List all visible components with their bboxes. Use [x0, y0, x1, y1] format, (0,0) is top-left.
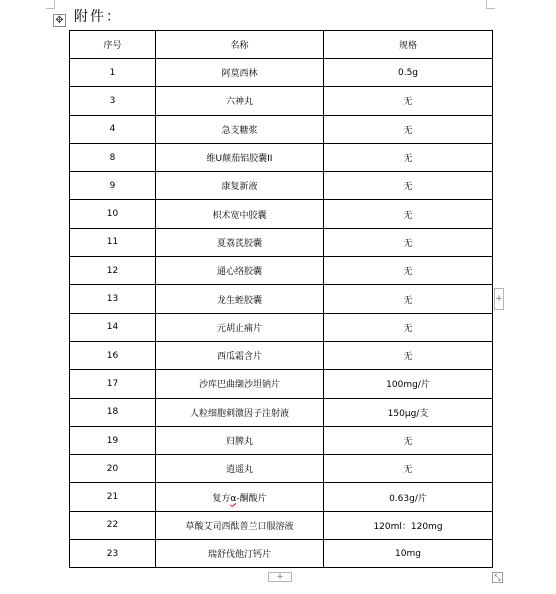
table-row	[70, 313, 493, 341]
header-spec[interactable]: 规格	[324, 31, 493, 59]
cell-number[interactable]: 16	[70, 341, 156, 369]
cell-spec[interactable]: 无	[324, 257, 493, 285]
table-row	[70, 540, 493, 568]
cell-name[interactable]: 急支糖浆	[156, 115, 324, 143]
cell-name[interactable]: 通心络胶囊	[156, 257, 324, 285]
cell-spec[interactable]: 150μg/支	[324, 398, 493, 426]
cell-name[interactable]: 枳术宽中胶囊	[156, 200, 324, 228]
table-row	[70, 59, 493, 87]
cell-spec[interactable]: 无	[324, 200, 493, 228]
crop-mark-top-left	[46, 0, 55, 9]
table-row	[70, 228, 493, 256]
cell-name[interactable]: 六神丸	[156, 87, 324, 115]
cell-number[interactable]: 10	[70, 200, 156, 228]
cell-spec[interactable]: 无	[324, 228, 493, 256]
cell-spec[interactable]: 无	[324, 426, 493, 454]
attachment-heading: 附件：	[74, 9, 122, 25]
cell-number[interactable]: 22	[70, 511, 156, 539]
table-header-row	[70, 31, 493, 59]
cell-spec[interactable]: 10mg	[324, 540, 493, 568]
table-row	[70, 115, 493, 143]
cell-name[interactable]: 瑞舒伐他汀钙片	[156, 540, 324, 568]
table-row	[70, 426, 493, 454]
table-row	[70, 455, 493, 483]
add-column-button[interactable]: +	[494, 288, 504, 310]
cell-number[interactable]: 11	[70, 228, 156, 256]
cell-spec[interactable]: 无	[324, 143, 493, 171]
cell-name[interactable]: 归脾丸	[156, 426, 324, 454]
cell-spec[interactable]: 无	[324, 87, 493, 115]
cell-number[interactable]: 21	[70, 483, 156, 511]
table-move-handle-icon[interactable]: ✥	[53, 14, 66, 27]
table-row	[70, 370, 493, 398]
add-row-button[interactable]: +	[268, 572, 292, 582]
cell-number[interactable]: 18	[70, 398, 156, 426]
cell-number[interactable]: 14	[70, 313, 156, 341]
cell-name[interactable]	[156, 483, 324, 511]
cell-spec[interactable]: 0.63g/片	[324, 483, 493, 511]
table-row	[70, 143, 493, 171]
table-row	[70, 511, 493, 539]
cell-name[interactable]: 夏荔芪胶囊	[156, 228, 324, 256]
cell-spec[interactable]: 100mg/片	[324, 370, 493, 398]
cell-name[interactable]: 康复新液	[156, 172, 324, 200]
cell-spec[interactable]: 无	[324, 172, 493, 200]
cell-number[interactable]: 1	[70, 59, 156, 87]
cell-spec[interactable]: 无	[324, 455, 493, 483]
cell-name-suffix: -酮酸片	[236, 493, 267, 504]
table-row	[70, 483, 493, 511]
table-row	[70, 87, 493, 115]
cell-number[interactable]: 8	[70, 143, 156, 171]
cell-name[interactable]: 沙库巴曲缬沙坦钠片	[156, 370, 324, 398]
cell-name[interactable]: 阿莫西林	[156, 59, 324, 87]
cell-name-prefix: 复方	[212, 493, 231, 504]
cell-number[interactable]: 9	[70, 172, 156, 200]
header-number[interactable]: 序号	[70, 31, 156, 59]
drug-table	[69, 30, 493, 568]
cell-name[interactable]: 逍遥丸	[156, 455, 324, 483]
cell-spec[interactable]: 无	[324, 313, 493, 341]
cell-number[interactable]: 20	[70, 455, 156, 483]
table-row	[70, 285, 493, 313]
cell-spec[interactable]: 无	[324, 115, 493, 143]
cell-spec[interactable]: 120ml：120mg	[324, 511, 493, 539]
header-name[interactable]: 名称	[156, 31, 324, 59]
table-row	[70, 200, 493, 228]
cell-number[interactable]: 13	[70, 285, 156, 313]
cell-name[interactable]: 元胡止痛片	[156, 313, 324, 341]
cell-number[interactable]: 17	[70, 370, 156, 398]
cell-spec[interactable]: 无	[324, 285, 493, 313]
cell-name[interactable]: 维U颠茄铝胶囊II	[156, 143, 324, 171]
cell-number[interactable]: 12	[70, 257, 156, 285]
cell-name[interactable]: 龙生蛭胶囊	[156, 285, 324, 313]
cell-name[interactable]: 西瓜霜含片	[156, 341, 324, 369]
cell-number[interactable]: 19	[70, 426, 156, 454]
table-row	[70, 172, 493, 200]
cell-spec[interactable]: 0.5g	[324, 59, 493, 87]
table-row	[70, 257, 493, 285]
table-row	[70, 398, 493, 426]
cell-number[interactable]: 3	[70, 87, 156, 115]
crop-mark-top-right	[486, 0, 495, 9]
cell-spec[interactable]: 无	[324, 341, 493, 369]
cell-number[interactable]: 23	[70, 540, 156, 568]
cell-number[interactable]: 4	[70, 115, 156, 143]
cell-name[interactable]: 人粒细胞刺激因子注射液	[156, 398, 324, 426]
spellcheck-flagged-text[interactable]: α	[230, 493, 237, 504]
table-row	[70, 341, 493, 369]
table-resize-handle-icon[interactable]: ⤡	[492, 572, 503, 583]
cell-name[interactable]: 草酸艾司西酞普兰口服溶液	[156, 511, 324, 539]
